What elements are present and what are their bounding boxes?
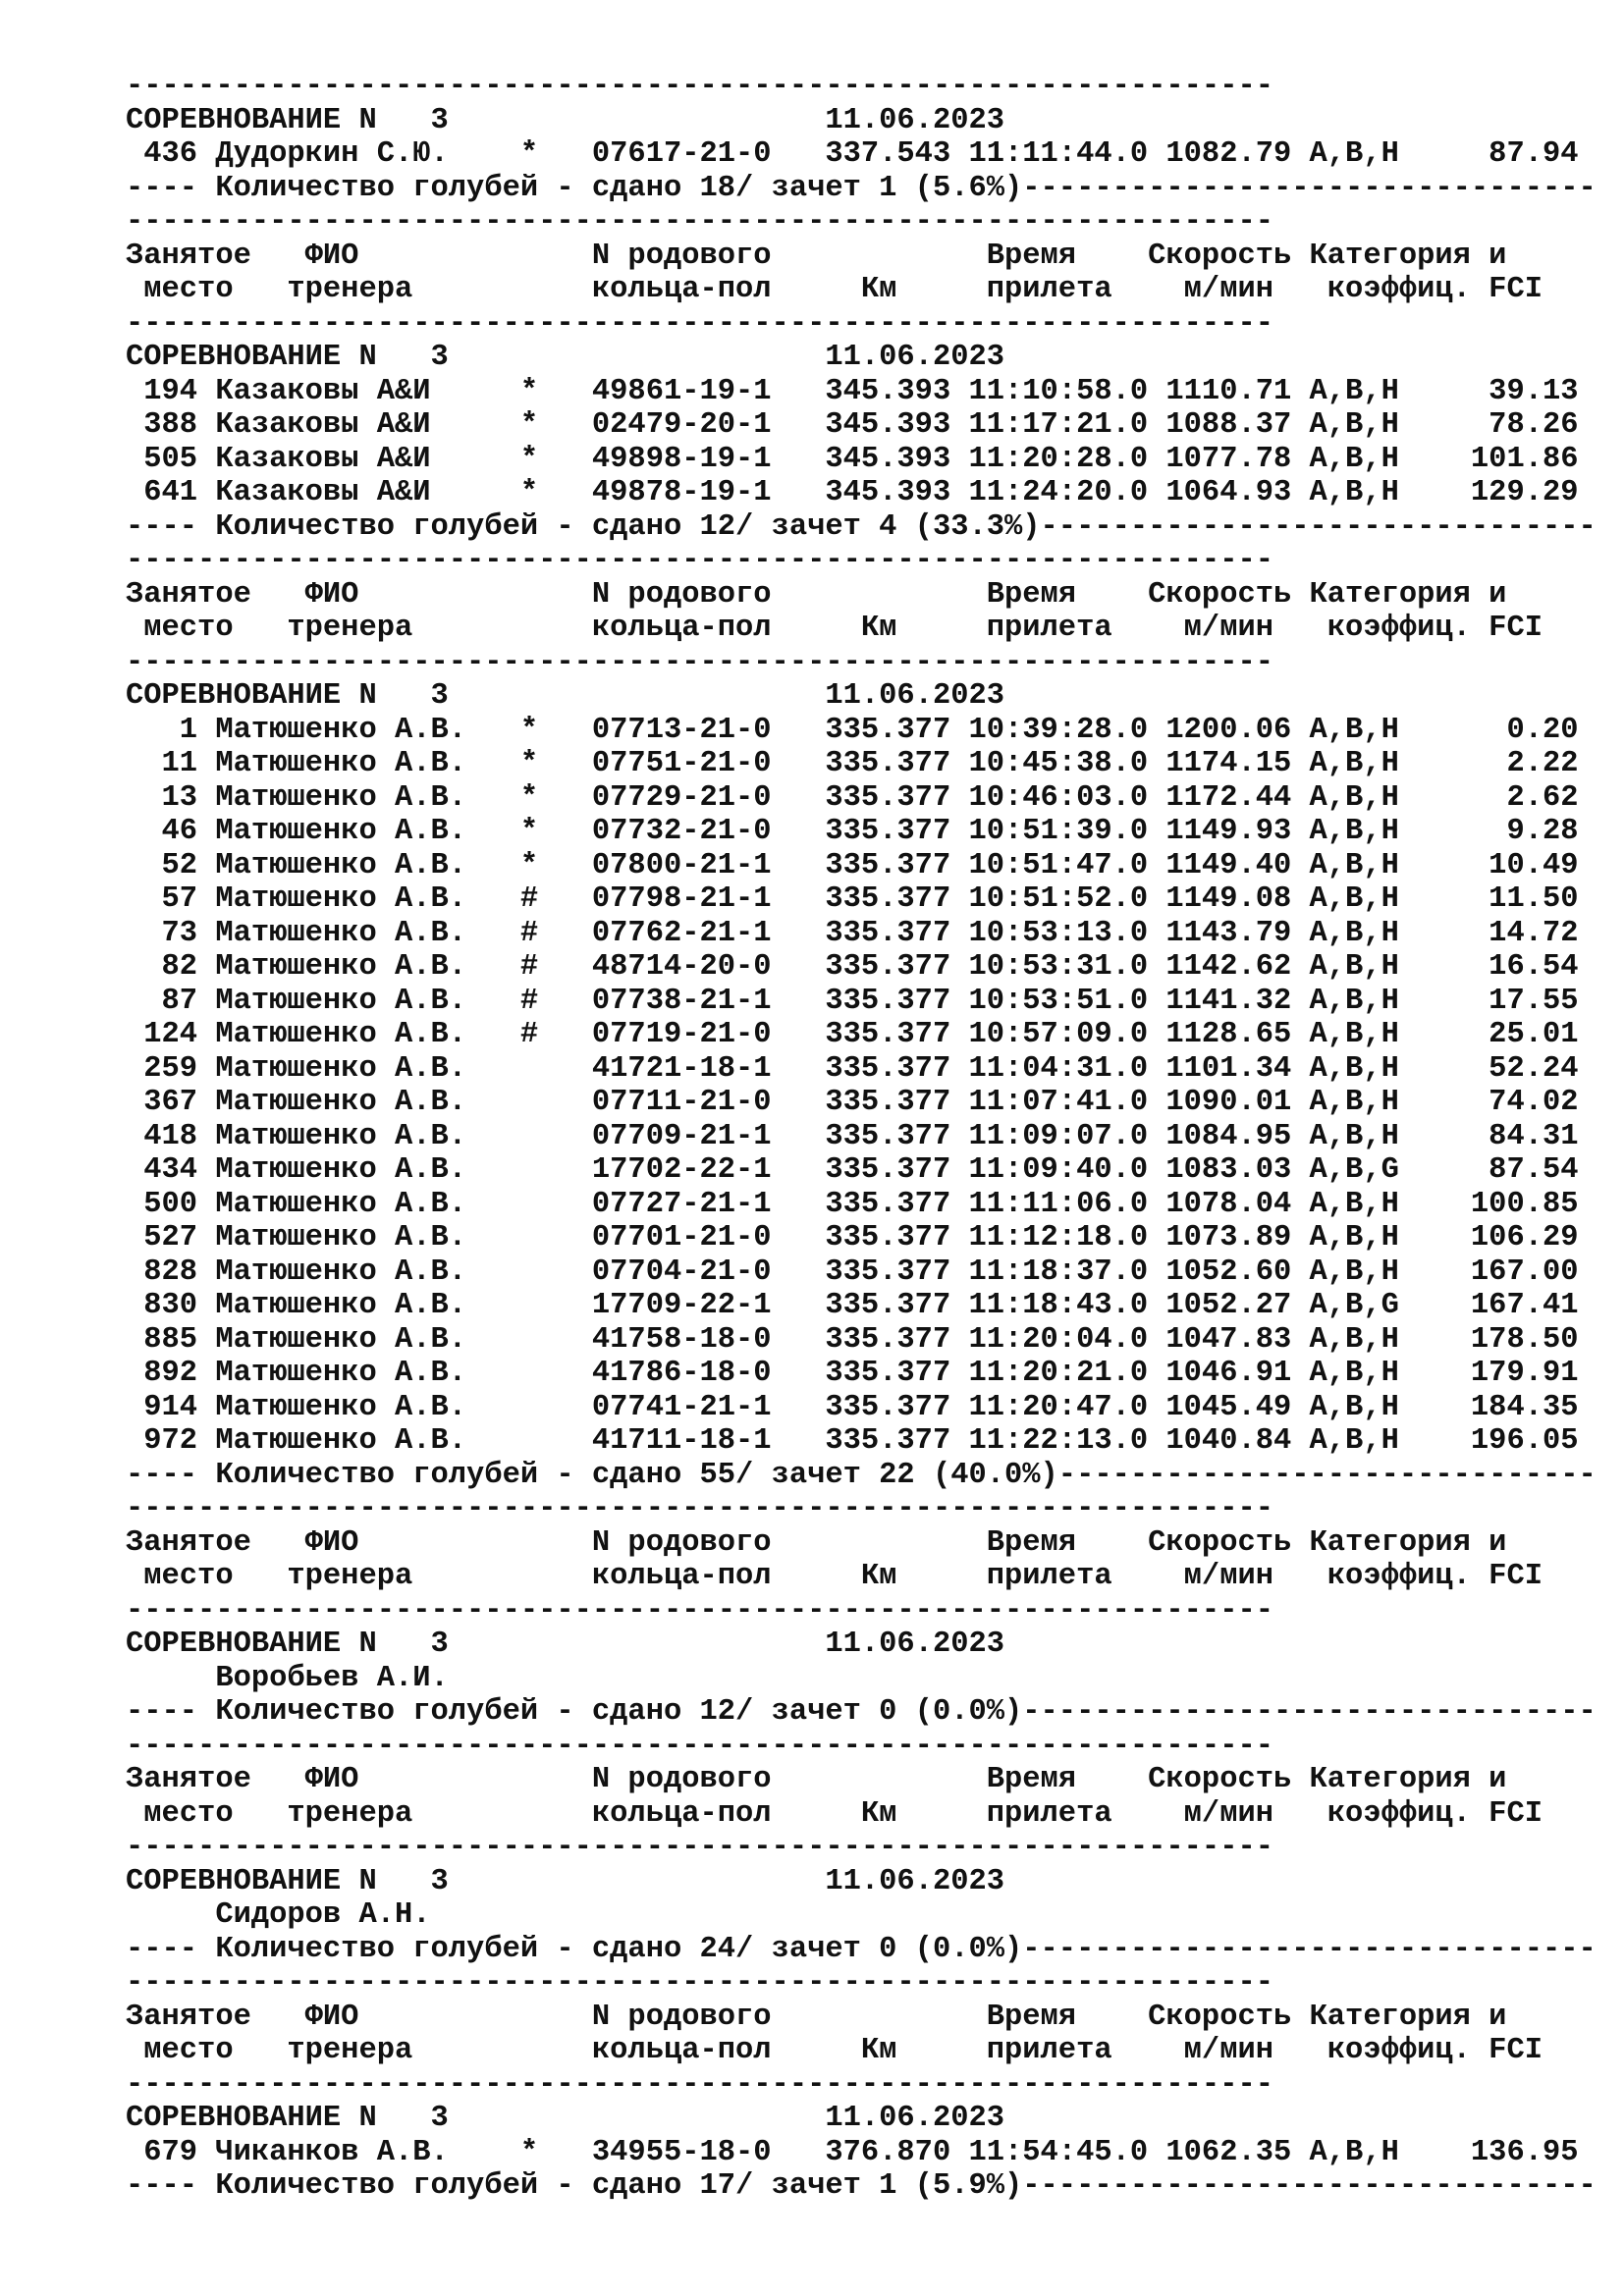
result-row: 434 Матюшенко А.В. 17702-22-1 335.377 11:09:40.0 1083.03 A,B,G 87.54 xyxy=(126,1153,1579,1187)
result-row: 46 Матюшенко А.В. * 07732-21-0 335.377 10:51:39.0 1149.93 A,B,H 9.28 xyxy=(126,815,1579,848)
column-subheader-line: место тренера кольца-пол Км прилета м/мин коэффиц. FCI xyxy=(126,2034,1543,2067)
summary-line: ---- Количество голубей - сдано 18/ зачет 1 (5.6%)-------------------------------- xyxy=(126,171,1597,205)
result-row: 505 Казаковы А&И * 49898-19-1 345.393 11:20:28.0 1077.78 A,B,H 101.86 xyxy=(126,442,1579,476)
column-header-line: Занятое ФИО N родового Время Скорость Категория и xyxy=(126,1763,1507,1796)
result-row: 73 Матюшенко А.В. # 07762-21-1 335.377 10:53:13.0 1143.79 A,B,H 14.72 xyxy=(126,916,1579,950)
result-row: 82 Матюшенко А.В. # 48714-20-0 335.377 10:53:31.0 1142.62 A,B,H 16.54 xyxy=(126,950,1579,984)
result-row: 892 Матюшенко А.В. 41786-18-0 335.377 11:20:21.0 1046.91 A,B,H 179.91 xyxy=(126,1357,1579,1390)
result-row: 436 Дудоркин С.Ю. * 07617-21-0 337.543 11:11:44.0 1082.79 A,B,H 87.94 xyxy=(126,137,1579,171)
column-subheader-line: место тренера кольца-пол Км прилета м/мин коэффиц. FCI xyxy=(126,273,1543,306)
result-row: 830 Матюшенко А.В. 17709-22-1 335.377 11:18:43.0 1052.27 A,B,G 167.41 xyxy=(126,1289,1579,1322)
result-row: 11 Матюшенко А.В. * 07751-21-0 335.377 10:45:38.0 1174.15 A,B,H 2.22 xyxy=(126,747,1579,780)
column-subheader-line: место тренера кольца-пол Км прилета м/мин коэффиц. FCI xyxy=(126,612,1543,645)
results-document xyxy=(126,70,1597,2204)
separator-line: ---------------------------------------------------------------- xyxy=(126,1831,1273,1864)
result-row: 124 Матюшенко А.В. # 07719-21-0 335.377 10:57:09.0 1128.65 A,B,H 25.01 xyxy=(126,1018,1579,1051)
competition-header-line: СОРЕВНОВАНИЕ N 3 11.06.2023 xyxy=(126,341,1005,374)
competition-header-line: СОРЕВНОВАНИЕ N 3 11.06.2023 xyxy=(126,1864,1005,1898)
fancier-name-line: Воробьев А.И. xyxy=(126,1661,449,1695)
column-header-line: Занятое ФИО N родового Время Скорость Категория и xyxy=(126,577,1507,612)
result-row: 388 Казаковы А&И * 02479-20-1 345.393 11:17:21.0 1088.37 A,B,H 78.26 xyxy=(126,408,1579,442)
separator-line: ---------------------------------------------------------------- xyxy=(126,1729,1273,1763)
summary-line: ---- Количество голубей - сдано 55/ зачет 22 (40.0%)------------------------------ xyxy=(126,1458,1597,1492)
separator-line: ---------------------------------------------------------------- xyxy=(126,1966,1273,2000)
result-row: 259 Матюшенко А.В. 41721-18-1 335.377 11:04:31.0 1101.34 A,B,H 52.24 xyxy=(126,1051,1579,1086)
summary-line: ---- Количество голубей - сдано 17/ зачет 1 (5.9%)-------------------------------- xyxy=(126,2169,1597,2203)
result-row: 527 Матюшенко А.В. 07701-21-0 335.377 11:12:18.0 1073.89 A,B,H 106.29 xyxy=(126,1221,1579,1255)
column-header-line: Занятое ФИО N родового Время Скорость Категория и xyxy=(126,1525,1507,1560)
separator-line: ---------------------------------------------------------------- xyxy=(126,306,1273,341)
result-row: 828 Матюшенко А.В. 07704-21-0 335.377 11:18:37.0 1052.60 A,B,H 167.00 xyxy=(126,1255,1579,1289)
fancier-name-line: Сидоров А.Н. xyxy=(126,1898,431,1932)
result-row: 87 Матюшенко А.В. # 07738-21-1 335.377 10:53:51.0 1141.32 A,B,H 17.55 xyxy=(126,984,1579,1018)
result-row: 972 Матюшенко А.В. 41711-18-1 335.377 11:22:13.0 1040.84 A,B,H 196.05 xyxy=(126,1424,1579,1458)
competition-header-line: СОРЕВНОВАНИЕ N 3 11.06.2023 xyxy=(126,103,1005,137)
competition-header-line: СОРЕВНОВАНИЕ N 3 11.06.2023 xyxy=(126,679,1005,713)
result-row: 52 Матюшенко А.В. * 07800-21-1 335.377 10:51:47.0 1149.40 A,B,H 10.49 xyxy=(126,848,1579,882)
result-row: 13 Матюшенко А.В. * 07729-21-0 335.377 10:46:03.0 1172.44 A,B,H 2.62 xyxy=(126,780,1579,815)
result-row: 914 Матюшенко А.В. 07741-21-1 335.377 11:20:47.0 1045.49 A,B,H 184.35 xyxy=(126,1390,1579,1424)
summary-line: ---- Количество голубей - сдано 12/ зачет 4 (33.3%)------------------------------- xyxy=(126,509,1597,544)
result-row: 641 Казаковы А&И * 49878-19-1 345.393 11:24:20.0 1064.93 A,B,H 129.29 xyxy=(126,476,1579,509)
summary-line: ---- Количество голубей - сдано 12/ зачет 0 (0.0%)-------------------------------- xyxy=(126,1695,1597,1729)
column-subheader-line: место тренера кольца-пол Км прилета м/мин коэффиц. FCI xyxy=(126,1560,1543,1593)
summary-line: ---- Количество голубей - сдано 24/ зачет 0 (0.0%)-------------------------------- xyxy=(126,1932,1597,1966)
column-subheader-line: место тренера кольца-пол Км прилета м/мин коэффиц. FCI xyxy=(126,1796,1543,1831)
column-header-line: Занятое ФИО N родового Время Скорость Категория и xyxy=(126,239,1507,273)
result-row: 1 Матюшенко А.В. * 07713-21-0 335.377 10:39:28.0 1200.06 A,B,H 0.20 xyxy=(126,713,1579,747)
separator-line: ---------------------------------------------------------------- xyxy=(126,2067,1273,2102)
result-row: 367 Матюшенко А.В. 07711-21-0 335.377 11:07:41.0 1090.01 A,B,H 74.02 xyxy=(126,1086,1579,1119)
result-row: 885 Матюшенко А.В. 41758-18-0 335.377 11:20:04.0 1047.83 A,B,H 178.50 xyxy=(126,1322,1579,1357)
separator-line: ---------------------------------------------------------------- xyxy=(126,70,1273,103)
separator-line: ---------------------------------------------------------------- xyxy=(126,1492,1273,1525)
separator-line: ---------------------------------------------------------------- xyxy=(126,1593,1273,1628)
result-row: 57 Матюшенко А.В. # 07798-21-1 335.377 10:51:52.0 1149.08 A,B,H 11.50 xyxy=(126,882,1579,916)
result-row: 679 Чиканков А.В. * 34955-18-0 376.870 11:54:45.0 1062.35 A,B,H 136.95 xyxy=(126,2135,1579,2169)
result-row: 500 Матюшенко А.В. 07727-21-1 335.377 11:11:06.0 1078.04 A,B,H 100.85 xyxy=(126,1187,1579,1221)
separator-line: ---------------------------------------------------------------- xyxy=(126,205,1273,239)
separator-line: ---------------------------------------------------------------- xyxy=(126,544,1273,577)
competition-header-line: СОРЕВНОВАНИЕ N 3 11.06.2023 xyxy=(126,1628,1005,1661)
result-row: 194 Казаковы А&И * 49861-19-1 345.393 11:10:58.0 1110.71 A,B,H 39.13 xyxy=(126,374,1579,408)
competition-header-line: СОРЕВНОВАНИЕ N 3 11.06.2023 xyxy=(126,2102,1005,2135)
result-row: 418 Матюшенко А.В. 07709-21-1 335.377 11:09:07.0 1084.95 A,B,H 84.31 xyxy=(126,1119,1579,1153)
separator-line: ---------------------------------------------------------------- xyxy=(126,645,1273,679)
column-header-line: Занятое ФИО N родового Время Скорость Категория и xyxy=(126,2000,1507,2034)
